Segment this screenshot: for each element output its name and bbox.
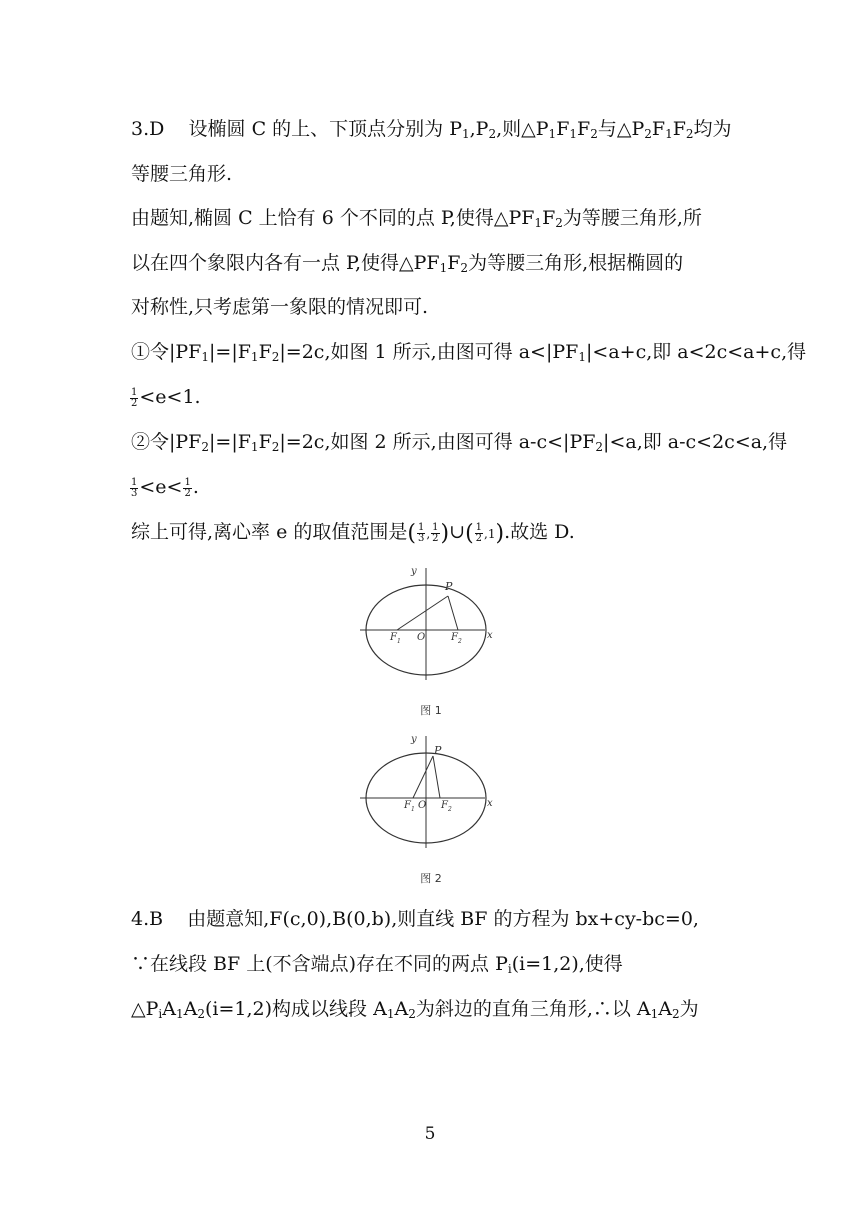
case2-line: ②令$|PF_2|=|F_1F_2|=2c$,如图 2 所示,由图可得 $a-c<|PF_2|<a$,即 a-c<2c<a,得 <box>131 431 788 454</box>
solution3-line2: 等腰三角形. <box>131 163 233 185</box>
solution3-label: 3.D <box>131 118 165 140</box>
segment-pf2 <box>433 756 440 798</box>
solution3-line4: 以在四个象限内各有一点 P,使得$\triangle PF_1F_2$为等腰三角形,根据椭圆的 <box>131 252 684 275</box>
label-p: P <box>434 744 442 757</box>
page-number: 5 <box>424 1124 436 1144</box>
figure2-ellipse-diagram <box>355 728 505 853</box>
label-f1-sub: 1 <box>411 806 415 813</box>
label-y: y <box>411 734 417 745</box>
case1-line: ①令$|PF_1|=|F_1F_2|=2c$,如图 1 所示,由图可得 $a<|PF_1|<a+c$,即 a<2c<a+c,得 <box>131 341 807 364</box>
figure1-ellipse-diagram <box>355 560 505 685</box>
label-x: x <box>487 798 493 809</box>
solution4-line1: 4.B 由题意知,F(c,0),B(0,b),则直线 BF 的方程为 bx+cy-bc=0, <box>131 908 699 930</box>
solution4-line3: $\triangle P_iA_1A_2(i=1,2)$构成以线段 $A_1A_2$为斜边的直角三角形,∴以 $A_1A_2$为 <box>131 998 699 1021</box>
case1-result: $\frac{1}{2}$ <e<1. <box>131 386 201 409</box>
label-x: x <box>487 630 493 641</box>
summary-line: 综上可得,离心率 e 的取值范围是( $\frac{1}{3}$ , $\frac{1}{2}$ )∪( $\frac{1}{2}$ ,1).故选 D. <box>131 521 575 546</box>
case2-result: $\frac{1}{3}$ <e< $\frac{1}{2}$ . <box>131 476 199 499</box>
fraction-one-third: $\frac{1}{3}$ <box>417 521 425 544</box>
solution3-line5: 对称性,只考虑第一象限的情况即可. <box>131 296 429 318</box>
label-p: P <box>445 580 453 593</box>
label-f2-sub: 2 <box>448 806 452 813</box>
fraction-one-half: $\frac{1}{2}$ <box>184 476 191 499</box>
figure2-caption: 图 2 <box>420 872 442 885</box>
figure1-caption: 图 1 <box>420 704 442 717</box>
label-o: O <box>418 800 427 811</box>
fraction-one-half: $\frac{1}{2}$ <box>131 386 138 409</box>
solution4-line2: ∵在线段 BF 上(不含端点)存在不同的两点 $P_i(i=1,2)$,使得 <box>131 953 623 976</box>
segment-pf1 <box>397 596 448 630</box>
solution3-line3: 由题知,椭圆 C 上恰有 6 个不同的点 P,使得$\triangle PF_1F_2$为等腰三角形,所 <box>131 207 702 230</box>
fraction-one-third: $\frac{1}{3}$ <box>131 476 138 499</box>
label-f1: F <box>390 632 397 643</box>
fraction-one-half: $\frac{1}{2}$ <box>475 521 483 544</box>
segment-pf2 <box>448 596 458 630</box>
label-f2-sub: 2 <box>458 638 462 645</box>
label-y: y <box>411 566 417 577</box>
solution3-line1: 3.D 设椭圆 C 的上、下顶点分别为 $P_1,P_2$,则$\triangle P_1F_1F_2$与$\triangle P_2F_1F_2$均为 <box>131 118 732 141</box>
label-f2: F <box>441 800 448 811</box>
fraction-one-half: $\frac{1}{2}$ <box>432 521 439 544</box>
label-o: O <box>417 632 426 643</box>
label-f1-sub: 1 <box>397 638 401 645</box>
label-f2: F <box>451 632 458 643</box>
solution4-label: 4.B <box>131 908 164 930</box>
segment-pf1 <box>413 756 433 798</box>
label-f1: F <box>404 800 411 811</box>
